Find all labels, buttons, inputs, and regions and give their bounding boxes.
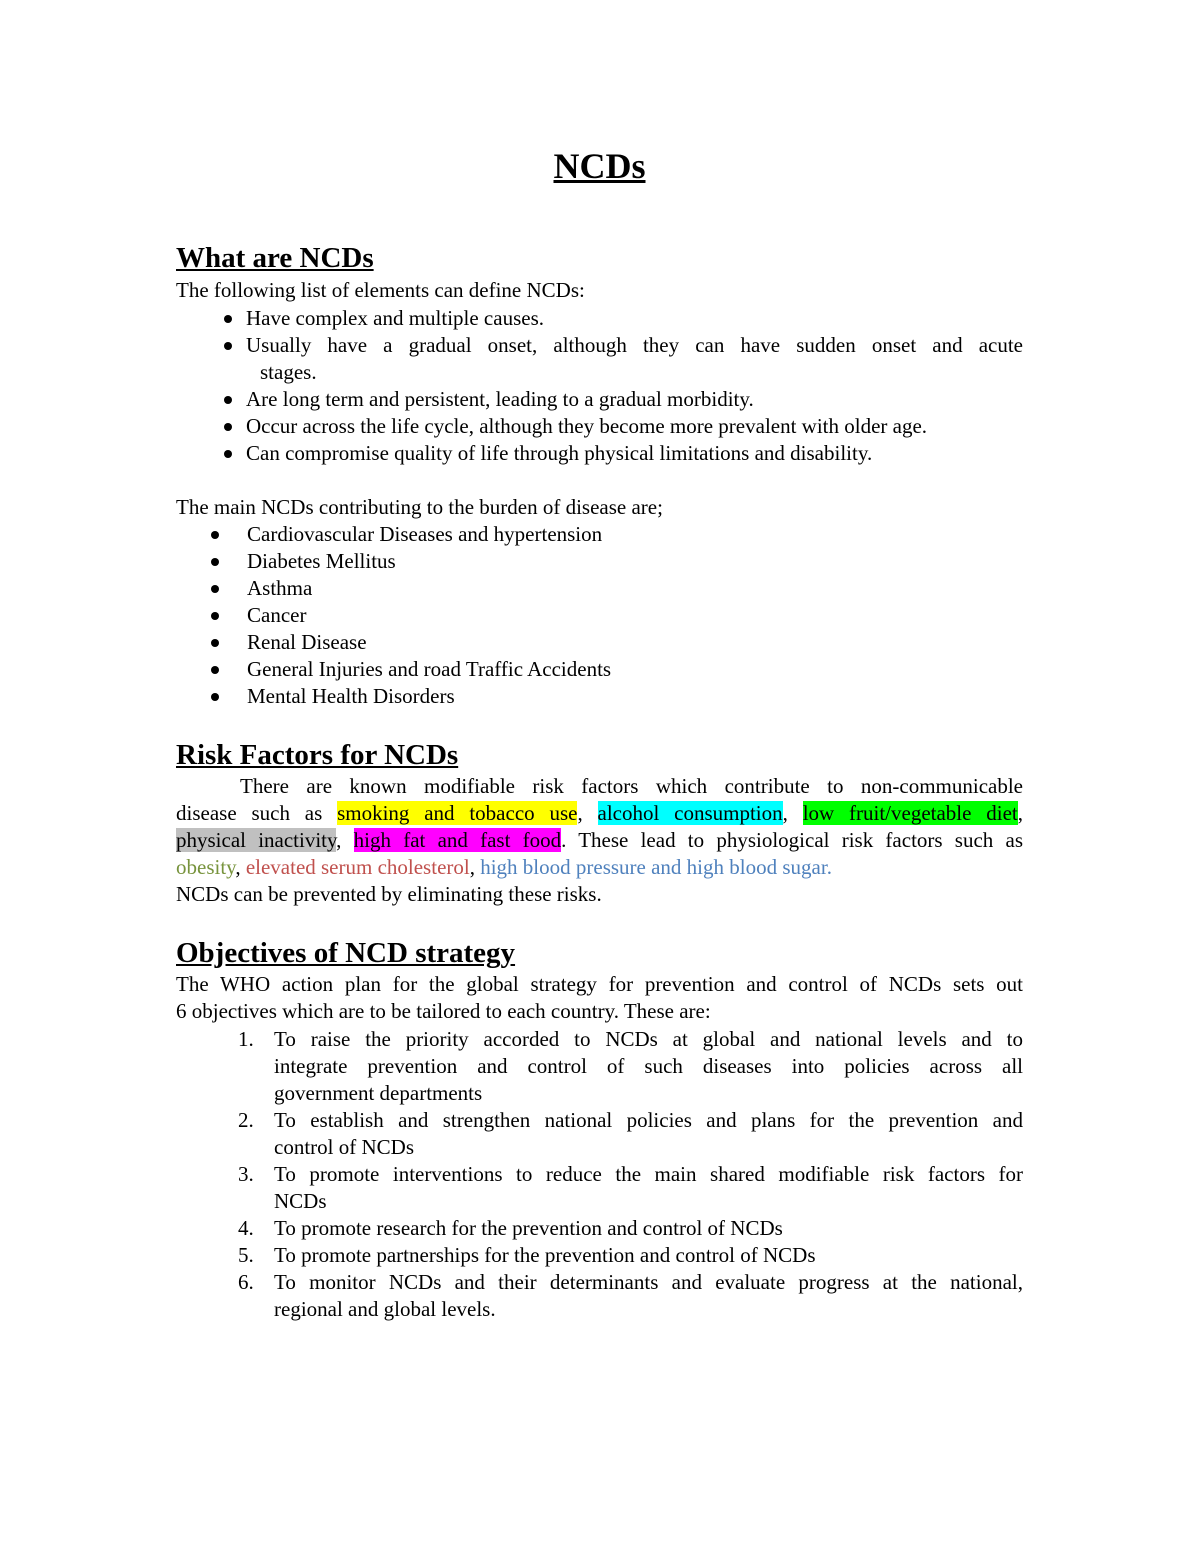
objectives-intro-line1: The WHO action plan for the global strategy for prevention and control of NCDs sets out [176, 972, 1023, 996]
risk-smoking: smoking and tobacco use [337, 801, 578, 825]
bullet-icon [224, 423, 232, 431]
risk-diet: low fruit/vegetable diet [802, 801, 1018, 825]
bullet-icon [211, 693, 219, 701]
main-ncds-intro: The main NCDs contributing to the burden of disease are; [176, 495, 663, 519]
phys-cholesterol: elevated serum cholesterol [245, 855, 470, 879]
list-item: Usually have a gradual onset, although they can have sudden onset and acute [224, 332, 1023, 359]
list-item-continuation: stages. [260, 360, 317, 384]
document-title: NCDs [553, 146, 646, 186]
list-item: 4. To promote research for the prevention and control of NCDs [238, 1216, 783, 1240]
risk-fat: high fat and fast food [353, 828, 562, 852]
list-item: 6. To monitor NCDs and their determinants and evaluate progress at the national, regional and global levels. [238, 1270, 1023, 1321]
risk-inactivity: physical inactivity [176, 828, 337, 852]
bullet-icon [224, 450, 232, 458]
section-heading-objectives: Objectives of NCD strategy [176, 937, 516, 969]
section-heading-risk-factors: Risk Factors for NCDs [176, 739, 459, 771]
bullet-icon [211, 666, 219, 674]
section1-intro: The following list of elements can define NCDs: [176, 278, 585, 302]
bullet-icon [224, 315, 232, 323]
bullet-icon [211, 558, 219, 566]
risk-paragraph-line3: physical inactivity, high fat and fast food. These lead to physiological risk factors such as [176, 828, 1023, 852]
prevention-sentence: NCDs can be prevented by eliminating these risks. [176, 882, 602, 906]
list-item: 1. To raise the priority accorded to NCDs at global and national levels and to integrate prevention and control of such diseases into policies across all government departments [238, 1027, 1023, 1105]
bullet-icon [211, 639, 219, 647]
phys-obesity: obesity [176, 855, 236, 879]
risk-paragraph-line4: obesity, elevated serum cholesterol, high blood pressure and high blood sugar. [176, 855, 832, 879]
bullet-icon [224, 396, 232, 404]
risk-paragraph-line1: There are known modifiable risk factors which contribute to non-communicable [240, 774, 1023, 798]
bullet-icon [211, 585, 219, 593]
bullet-icon [211, 612, 219, 620]
phys-blood-pressure: high blood pressure and high blood sugar [480, 855, 827, 879]
list-item: 3. To promote interventions to reduce the main shared modifiable risk factors for NCDs [238, 1162, 1023, 1213]
objectives-intro-line2: 6 objectives which are to be tailored to each country. These are: [176, 999, 711, 1023]
bullet-icon [224, 342, 232, 350]
risk-paragraph-line2: disease such as smoking and tobacco use, alcohol consumption, low fruit/vegetable diet, [176, 801, 1024, 825]
list-item: 2. To establish and strengthen national policies and plans for the prevention and control of NCDs [238, 1108, 1023, 1159]
list-item: 5. To promote partnerships for the prevention and control of NCDs [238, 1243, 816, 1267]
bullet-icon [211, 531, 219, 539]
risk-alcohol: alcohol consumption [597, 801, 783, 825]
section-heading-what-are-ncds: What are NCDs [176, 242, 374, 274]
